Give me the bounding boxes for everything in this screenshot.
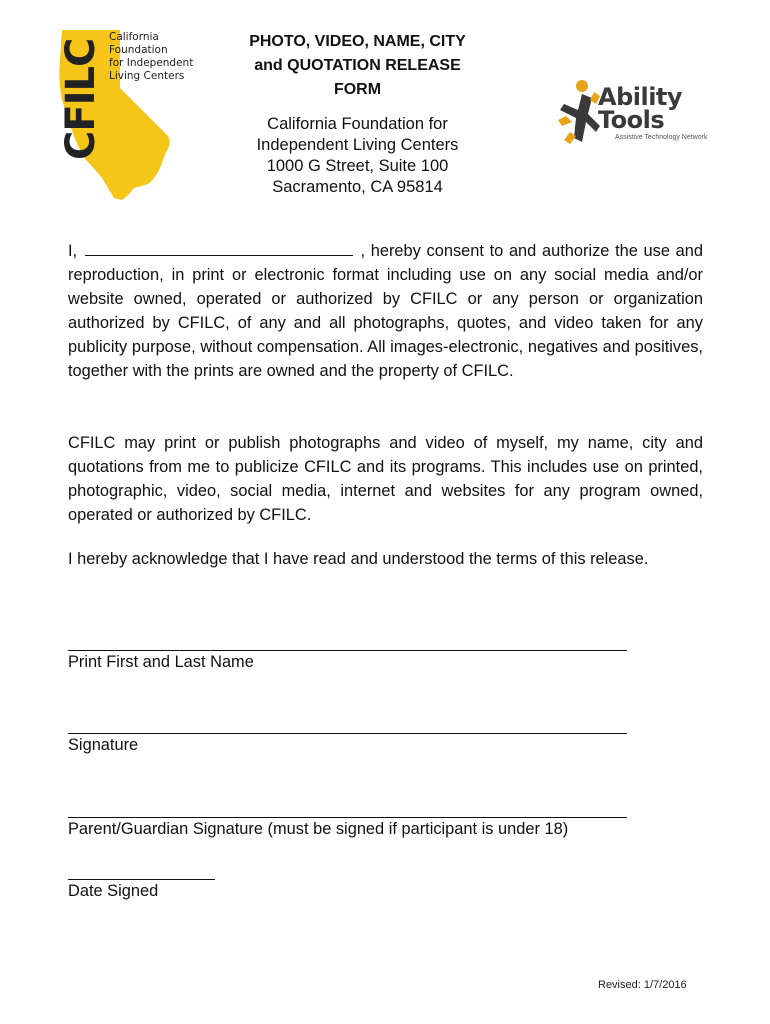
consent-name-field[interactable] xyxy=(85,240,353,256)
guardian-signature-line[interactable] xyxy=(68,817,627,818)
publish-paragraph: CFILC may print or publish photographs and video of myself, my name, city and quotations from me to publicize CFILC and its programs. This includes use on printed, photographic, video, social media, internet and websites for any program owned, operated or authorized by CFILC. xyxy=(68,434,703,524)
revision-date: Revised: 1/7/2016 xyxy=(598,979,687,991)
date-signed-line[interactable] xyxy=(68,879,215,880)
ability-tools-tagline: Assistive Technology Network xyxy=(615,134,708,141)
print-name-label: Print First and Last Name xyxy=(68,653,254,671)
signature-line[interactable] xyxy=(68,733,627,734)
organization-address: California Foundation for Independent Living Centers 1000 G Street, Suite 100 Sacramento, CA 95814 xyxy=(256,115,459,196)
print-name-line[interactable] xyxy=(68,650,627,651)
acknowledge-paragraph: I hereby acknowledge that I have read and understood the terms of this release. xyxy=(68,550,649,568)
cfilc-logo-text: California Foundation for Independent Living Centers xyxy=(109,31,194,82)
guardian-signature-label: Parent/Guardian Signature (must be signed if participant is under 18) xyxy=(68,820,569,838)
consent-paragraph: I, , hereby consent to and authorize the use and reproduction, in print or electronic format including use on any social media and/or website owned, operated or authorized by CFILC or any person or organization authorized by CFILC, of any and all photographs, quotes, and video taken for any publicity purpose, without compensation. All images-electronic, negatives and positives, together with the prints are owned and the property of CFILC. xyxy=(68,242,703,380)
form-title: PHOTO, VIDEO, NAME, CITY and QUOTATION RELEASE FORM xyxy=(249,33,466,98)
ability-tools-logo: Ability Tools xyxy=(598,83,683,134)
signature-label: Signature xyxy=(68,736,139,754)
date-signed-label: Date Signed xyxy=(68,882,159,900)
cfilc-logo-mark: CFILC xyxy=(58,38,104,160)
